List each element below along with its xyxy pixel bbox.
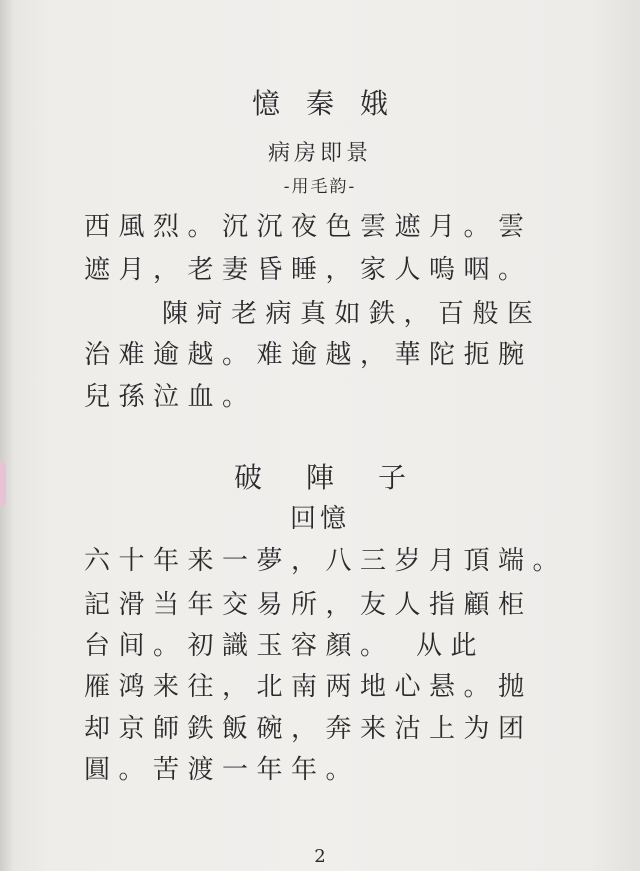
poem1-line: 遮月，老妻昏睡，家人嗚咽。	[84, 255, 533, 285]
poem2-line: 却京師鉄飯碗，奔来沽上为团	[84, 714, 533, 744]
poem1-line: 兒孫泣血。	[84, 382, 257, 412]
page-number: 2	[314, 846, 326, 867]
poem2-line: 圓。苦渡一年年。	[84, 755, 361, 785]
poem1-line: 陳疴老病真如鉄，百般医	[162, 299, 542, 329]
poem2-line: 六十年来一夢，八三岁月頂端。	[84, 546, 568, 576]
poem2-line: 雁鸿来往，北南两地心悬。抛	[84, 672, 533, 702]
page-edge-shadow	[0, 0, 14, 871]
poem1-line: 治难逾越。难逾越，華陀扼腕	[84, 340, 533, 370]
poem1-subtitle: 病房即景	[267, 141, 372, 166]
poem1-line: 西風烈。沉沉夜色雲遮月。雲	[84, 212, 533, 242]
poem2-title: 破陣子	[233, 461, 450, 494]
poem2-line: 記滑当年交易所，友人指顧柜	[84, 590, 533, 620]
poem2-subtitle: 回憶	[289, 504, 350, 534]
poem2-line: 台间。初識玉容顏。 从此	[84, 631, 486, 661]
poem1-note: -用毛韵-	[283, 177, 357, 197]
poem1-title: 憶秦娥	[251, 87, 414, 120]
